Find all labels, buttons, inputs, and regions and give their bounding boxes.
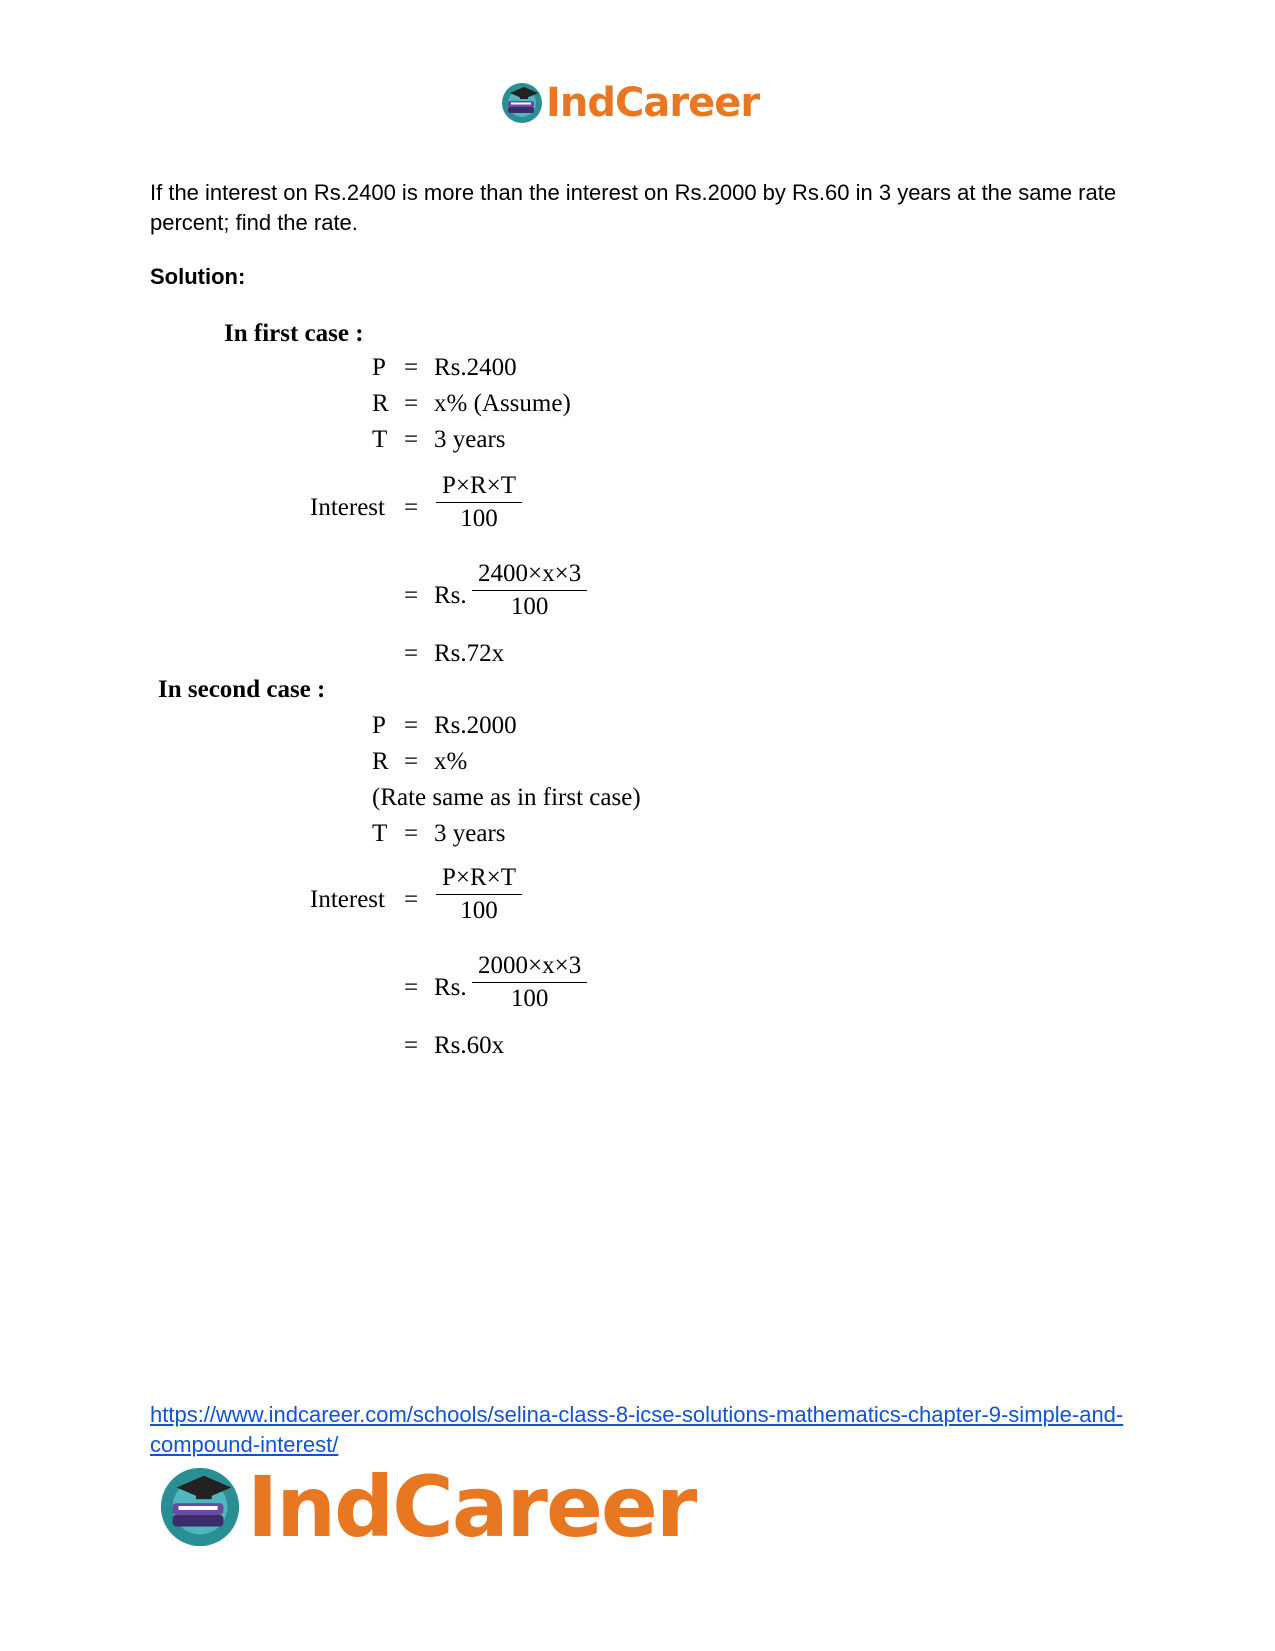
eq-sign: =	[404, 712, 419, 739]
second-case-r-value: x%	[434, 748, 468, 775]
first-case-r-label: R	[372, 390, 389, 417]
first-case-heading: In first case :	[224, 320, 364, 347]
second-case-p-label: P	[372, 712, 386, 739]
fraction-numerator: 2400×x×3	[472, 560, 587, 591]
fraction-denominator: 100	[510, 593, 549, 620]
logo-wordmark: IndCareer	[546, 80, 760, 126]
eq-sign: =	[404, 390, 419, 417]
first-case-t-label: T	[372, 426, 388, 453]
graduation-book-icon	[157, 1464, 243, 1550]
eq-sign: =	[404, 354, 419, 381]
rs-prefix: Rs.	[434, 974, 467, 1001]
fraction-numerator: P×R×T	[436, 864, 522, 895]
first-case-r-value: x% (Assume)	[434, 390, 571, 417]
first-case-result: Rs.72x	[434, 640, 505, 667]
second-case-r-label: R	[372, 748, 389, 775]
eq-sign: =	[404, 974, 419, 1001]
second-case-rate-note: (Rate same as in first case)	[372, 784, 641, 811]
first-case-p-label: P	[372, 354, 386, 381]
graduation-book-icon	[500, 81, 544, 125]
fraction-denominator: 100	[510, 985, 549, 1012]
rs-prefix: Rs.	[434, 582, 467, 609]
fraction-denominator: 100	[460, 505, 498, 532]
second-case-t-value: 3 years	[434, 820, 506, 847]
eq-sign: =	[404, 886, 419, 913]
second-case-calc-fraction	[472, 952, 587, 1013]
second-case-formula-fraction	[436, 864, 522, 925]
eq-sign: =	[404, 748, 419, 775]
first-case-t-value: 3 years	[434, 426, 506, 453]
eq-sign: =	[404, 494, 419, 521]
first-case-p-value: Rs.2400	[434, 354, 517, 381]
second-case-heading: In second case :	[158, 676, 326, 703]
second-case-result: Rs.60x	[434, 1032, 505, 1059]
eq-sign: =	[404, 640, 419, 667]
source-link[interactable]: https://www.indcareer.com/schools/selina-class-8-icse-solutions-mathematics-chapter-9-simple-and-compound-interest/	[150, 1402, 1124, 1457]
logo-wordmark: IndCareer	[247, 1458, 696, 1556]
eq-sign: =	[404, 582, 419, 609]
first-case-formula-fraction	[436, 472, 522, 533]
first-case-calc-fraction	[472, 560, 587, 621]
second-case-p-value: Rs.2000	[434, 712, 517, 739]
header-logo	[500, 78, 759, 128]
fraction-numerator: 2000×x×3	[472, 952, 587, 983]
first-case-interest-label: Interest	[310, 494, 385, 521]
footer-logo	[157, 1458, 696, 1556]
solution-label: Solution:	[150, 264, 246, 289]
second-case-interest-label: Interest	[310, 886, 385, 913]
eq-sign: =	[404, 820, 419, 847]
fraction-denominator: 100	[460, 897, 498, 924]
question-text: If the interest on Rs.2400 is more than the interest on Rs.2000 by Rs.60 in 3 years at the same rate percent; find the rate.	[150, 180, 1117, 235]
second-case-t-label: T	[372, 820, 388, 847]
eq-sign: =	[404, 1032, 419, 1059]
fraction-numerator: P×R×T	[436, 472, 522, 503]
eq-sign: =	[404, 426, 419, 453]
